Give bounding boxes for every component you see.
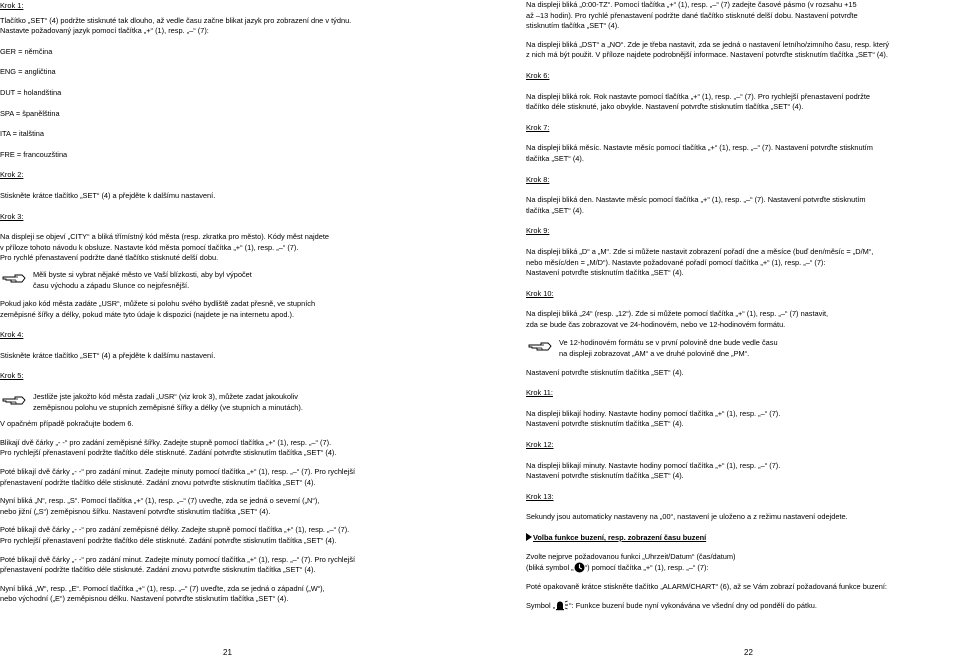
lon-min-line-2: přenastavení podržte tlačítko déle stisknuté. Zadání znovu potvrďte stisknutím tlačítka „SET“ (4). bbox=[0, 565, 316, 575]
note-12h-line-1: Ve 12-hodinovém formátu se v první polovině dne bude vedle času bbox=[559, 338, 778, 348]
lang-dut: DUT = holandština bbox=[0, 87, 62, 97]
krok12-line-2: Nastavení potvrďte stisknutím tlačítka „SET“ (4). bbox=[526, 471, 684, 481]
krok4-text: Stiskněte krátce tlačítko „SET“ (4) a přejděte k dalšímu nastavení. bbox=[0, 350, 216, 360]
page-22 bbox=[526, 0, 956, 612]
tz-line-2: až –13 hodin). Pro rychlé přenastavení podržte dané tlačítko stisknuté delší dobu. Nastavení potvrďte bbox=[526, 10, 858, 20]
page-number-right: 22 bbox=[744, 648, 753, 657]
dst-line-1: Na displeji bliká „DST“ a „NO“. Zde je třeba nastavit, zda se jedná o nastavení letního/zimního času, resp. který bbox=[526, 39, 890, 49]
lat-deg-line-2: Pro rychlejší přenastavení podržte tlačítko déle stisknuté. Zadání potvrďte stisknutím tlačítka „SET“ (4). bbox=[0, 448, 337, 458]
krok8-line-2: tlačítka „SET“ (4). bbox=[526, 205, 584, 215]
lon-min-line-1: Poté blikají dvě čárky „- -“ pro zadání minut. Zadejte minuty pomocí tlačítka „+“ (1), resp. „–“ (7). Pro rychlejší bbox=[0, 554, 356, 564]
alarm-line-3: Poté opakovaně krátce stiskněte tlačítko „ALARM/CHART“ (6), až se Vám zobrazí požadovaná funkce buzení: bbox=[526, 581, 887, 591]
krok7-line-2: tlačítka „SET“ (4). bbox=[526, 153, 584, 163]
alarm-line-2 bbox=[526, 562, 956, 574]
krok10-line-2: zda se bude čas zobrazovat ve 24-hodinovém, nebo ve 12-hodinovém formátu. bbox=[526, 319, 786, 329]
alarm-line-4-start: Symbol „ bbox=[526, 601, 556, 611]
krok9-line-3: Nastavení potvrďte stisknutím tlačítka „SET“ (4). bbox=[526, 268, 684, 278]
page-21 bbox=[0, 0, 470, 605]
krok8-title: Krok 8: bbox=[526, 174, 550, 184]
krok9-line-2: nebo měsíc/den = „M/D“). Nastavte požadované pořadí pomocí tlačítka „+“ (1), resp. „–“ (7): bbox=[526, 257, 826, 267]
lang-fre: FRE = francouzština bbox=[0, 149, 68, 159]
lon-deg-line-2: Pro rychlejší přenastavení podržte tlačítko déle stisknuté. Zadání potvrďte stisknutím tlačítka „SET“ (4). bbox=[0, 536, 337, 545]
lat-min-line-1: Poté blikají dvě čárky „- -“ pro zadání minut. Zadejte minuty pomocí tlačítka „+“ (1), resp. „–“ (7). Pro rychlejší bbox=[0, 467, 356, 477]
note1-line-1: Měli byste si vybrat nějaké město ve Vaší blízkosti, aby byl výpočet bbox=[33, 269, 252, 279]
krok6-line-1: Na displeji bliká rok. Rok nastavte pomocí tlačítka „+“ (1), resp. „–“ (7). Pro rychlejší přenastavení podržte bbox=[526, 91, 871, 101]
krok8-line-1: Na displeji bliká den. Nastavte měsíc pomocí tlačítka „+“ (1), resp. „–“ (7). Nastavení potvrďte stisknutím bbox=[526, 195, 866, 205]
weekday-alarm-icon bbox=[555, 600, 569, 611]
note-12h-format bbox=[526, 338, 956, 359]
pointing-hand-icon bbox=[528, 339, 552, 353]
krok10-title: Krok 10: bbox=[526, 288, 554, 298]
krok5-title: Krok 5: bbox=[0, 371, 24, 381]
krok6-line-2: tlačítko déle stisknuté, jako obvykle. Nastavení potvrďte stisknutím tlačítka „SET“ (4). bbox=[526, 102, 804, 112]
alarm-line-2-start: (bliká symbol „ bbox=[526, 563, 574, 573]
krok7-title: Krok 7: bbox=[526, 122, 550, 132]
lang-ita: ITA = italština bbox=[0, 129, 45, 139]
krok3-usr-line-2: zeměpisné šířky a délky, pokud máte tyto údaje k dispozici (najdete je na internetu apod.). bbox=[0, 309, 295, 319]
krok1-line-2: Nastavte požadovaný jazyk pomocí tlačítka „+“ (1), resp. „–“ (7): bbox=[0, 26, 209, 36]
krok12-line-1: Na displeji blikají minuty. Nastavte hodiny pomocí tlačítka „+“ (1), resp. „–“ (7). bbox=[526, 460, 781, 470]
lat-deg-line-1: Blikají dvě čárky „- -“ pro zadání zeměpisné šířky. Zadejte stupně pomocí tlačítka „+“ (1), resp. „–“ (7). bbox=[0, 437, 332, 447]
alarm-line-1: Zvolte nejprve požadovanou funkci „Uhrzeit/Datum“ (čas/datum) bbox=[526, 551, 736, 561]
dst-line-2: z nich má být použit. V příloze najdete podrobnější informace. Nastavení potvrďte stisknutím tlačítka „SET“ (4). bbox=[526, 50, 888, 60]
krok3-line-2: v příloze tohoto návodu k obsluze. Nastavte kód města pomocí tlačítka „+“ (1), resp. „–“ (7). bbox=[0, 242, 299, 252]
alarm-line-4 bbox=[526, 600, 956, 612]
krok3-line-1: Na displeji se objeví „CITY“ a bliká třímístný kód města (resp. zkratka pro město). Kódy měst najdete bbox=[0, 232, 330, 242]
tz-line-3: stisknutím tlačítka „SET“ (4). bbox=[526, 21, 620, 31]
krok7-line-1: Na displeji bliká měsíc. Nastavte měsíc pomocí tlačítka „+“ (1), resp. „–“ (7). Nastavení potvrďte stisknutím bbox=[526, 143, 873, 153]
krok10-line-1: Na displeji bliká „24“ (resp. „12“). Zde si můžete pomocí tlačítka „+“ (1), resp. „–“ (7) nastavit, bbox=[526, 309, 829, 319]
krok3-line-3: Pro rychlé přenastavení podržte dané tlačítko stisknuté delší dobu. bbox=[0, 253, 219, 263]
krok9-title: Krok 9: bbox=[526, 226, 550, 236]
krok12-title: Krok 12: bbox=[526, 440, 554, 450]
note1-line-2: času východu a západu Slunce co nejpřesnější. bbox=[33, 280, 190, 290]
krok2-title: Krok 2: bbox=[0, 170, 24, 180]
krok11-line-1: Na displeji blikají hodiny. Nastavte hodiny pomocí tlačítka „+“ (1), resp. „–“ (7). bbox=[526, 408, 781, 418]
krok11-line-2: Nastavení potvrďte stisknutím tlačítka „SET“ (4). bbox=[526, 419, 684, 429]
krok5-else: V opačném případě pokračujte bodem 6. bbox=[0, 419, 134, 429]
krok3-title: Krok 3: bbox=[0, 211, 24, 221]
note-12h-line-2: na displeji zobrazovat „AM“ a ve druhé polovině dne „PM“. bbox=[559, 349, 750, 359]
we-line-2: nebo východní („E“) zeměpisnou délku. Nastavení potvrďte stisknutím tlačítka „SET“ (4). bbox=[0, 594, 289, 604]
alarm-heading-text: Volba funkce buzení, resp. zobrazení času buzení bbox=[533, 533, 707, 542]
note2-line-2: zeměpisnou polohu ve stupních zeměpisné šířky a délky (ve stupních a minutách). bbox=[33, 402, 303, 412]
krok1-line-1: Tlačítko „SET“ (4) podržte stisknuté tak dlouho, až vedle času začne blikat jazyk pro zobrazení dne v týdnu. bbox=[0, 15, 352, 25]
triangle-right-icon bbox=[526, 533, 532, 541]
lang-ger: GER = němčina bbox=[0, 46, 53, 56]
krok10-confirm: Nastavení potvrďte stisknutím tlačítka „SET“ (4). bbox=[526, 367, 684, 377]
krok2-text: Stiskněte krátce tlačítko „SET“ (4) a přejděte k dalšímu nastavení. bbox=[0, 190, 216, 200]
alarm-line-2-end: “) pomocí tlačítka „+“ (1), resp. „–“ (7): bbox=[584, 563, 709, 573]
ns-line-2: nebo jižní („S“) zeměpisnou šířku. Nastavení potvrďte stisknutím tlačítka „SET“ (4). bbox=[0, 506, 271, 516]
krok9-line-1: Na displeji bliká „D“ a „M“. Zde si můžete nastavit zobrazení pořadí dne a měsíce (buď den/měsíc = „D/M“, bbox=[526, 246, 874, 256]
we-line-1: Nyní bliká „W“, resp. „E“. Pomocí tlačítka „+“ (1), resp. „–“ (7) uveďte, zda se jedná o západní („W“), bbox=[0, 583, 325, 593]
alarm-line-4-end: “: Funkce buzení bude nyní vykonávána ve všední dny od pondělí do pátku. bbox=[569, 601, 817, 611]
pointing-hand-icon bbox=[2, 271, 26, 285]
page-number-left: 21 bbox=[223, 648, 232, 657]
note2-line-1: Jestliže jste jakožto kód města zadali „USR“ (viz krok 3), můžete zadat jakoukoliv bbox=[33, 392, 298, 402]
krok11-title: Krok 11: bbox=[526, 388, 553, 398]
krok3-usr-line-1: Pokud jako kód města zadáte „USR“, můžete si polohu svého bydliště zadat přesně, ve stupních bbox=[0, 299, 316, 309]
tz-line-1: Na displeji bliká „0:00-TZ“. Pomocí tlačítka „+“ (1), resp. „–“ (7) zadejte časové pásmo (v rozsahu +15 bbox=[526, 0, 857, 9]
note-city-choice bbox=[0, 270, 470, 291]
lang-eng: ENG = angličtina bbox=[0, 67, 56, 77]
lang-spa: SPA = španělština bbox=[0, 108, 60, 118]
lon-deg-line-1: Poté blikají dvě čárky „- -“ pro zadání zeměpisné délky. Zadejte stupně pomocí tlačítka „+“ (1), resp. „–“ (7). bbox=[0, 525, 350, 535]
krok13-title: Krok 13: bbox=[526, 491, 554, 501]
note-usr-coordinates bbox=[0, 392, 470, 413]
lat-min-line-2: přenastavení podržte tlačítko déle stisknuté. Zadání znovu potvrďte stisknutím tlačítka „SET“ (4). bbox=[0, 477, 316, 487]
krok13-text: Sekundy jsou automaticky nastaveny na „00“, nastavení je uloženo a z režimu nastavení odejdete. bbox=[526, 512, 848, 522]
clock-symbol-icon bbox=[574, 562, 585, 573]
pointing-hand-icon bbox=[2, 393, 26, 407]
alarm-heading bbox=[526, 533, 956, 544]
ns-line-1: Nyní bliká „N“, resp. „S“. Pomocí tlačítka „+“ (1), resp. „–“ (7) uveďte, zda se jedná o severní („N“), bbox=[0, 496, 320, 506]
krok6-title: Krok 6: bbox=[526, 70, 550, 80]
krok4-title: Krok 4: bbox=[0, 330, 24, 340]
krok1-title: Krok 1: bbox=[0, 1, 24, 10]
